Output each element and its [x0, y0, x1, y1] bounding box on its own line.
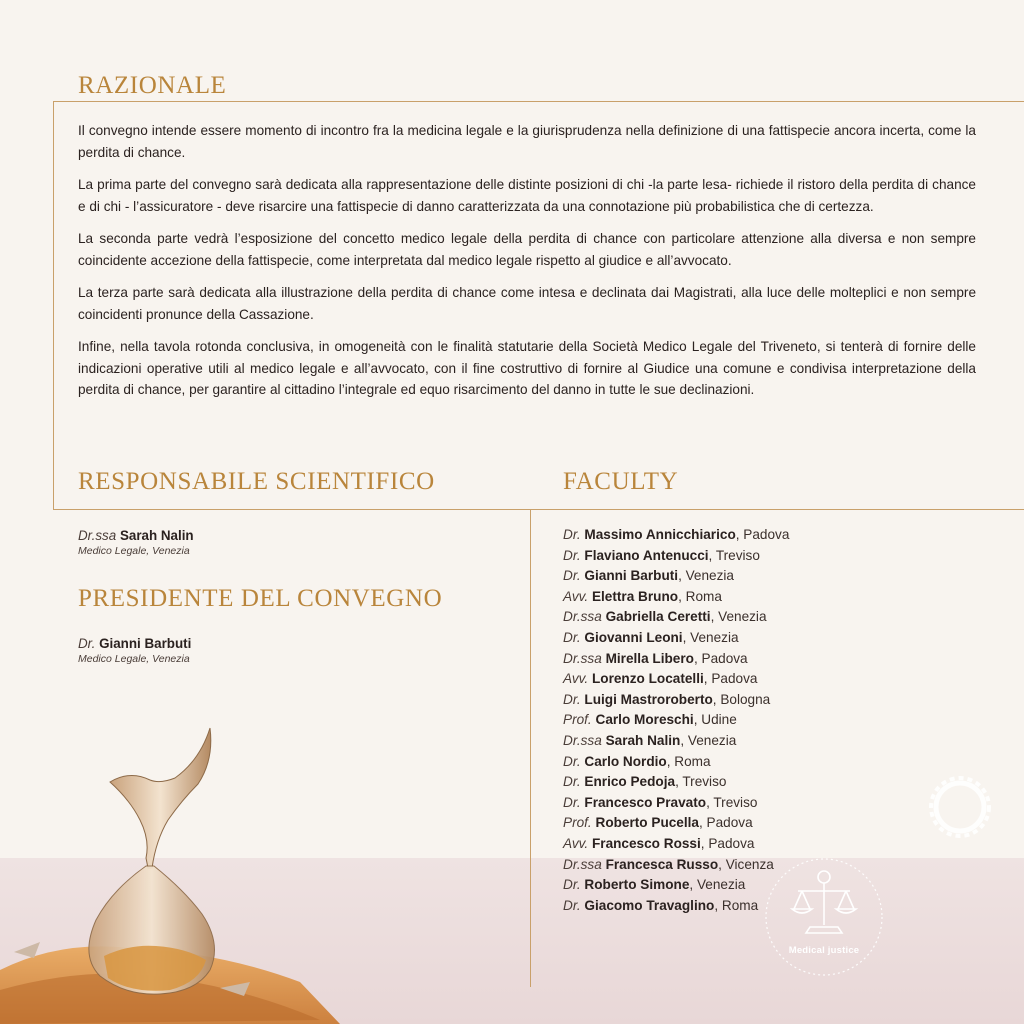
presidente-heading: PRESIDENTE DEL CONVEGNO: [78, 585, 443, 612]
member-name: Elettra Bruno: [591, 588, 679, 604]
member-title: Dr.: [563, 629, 581, 645]
member-title: Dr.ssa: [563, 856, 602, 872]
member-name: Francesco Pravato: [584, 794, 707, 810]
member-name: Giovanni Leoni: [584, 629, 683, 645]
member-city: , Roma: [714, 897, 759, 913]
member-city: , Padova: [693, 650, 748, 666]
member-name: Giacomo Travaglino: [584, 897, 715, 913]
faculty-member: [563, 875, 789, 896]
faculty-member: [563, 607, 789, 628]
member-name: Gabriella Ceretti: [605, 609, 711, 625]
member-city: , Padova: [699, 815, 753, 831]
member-name: Carlo Moreschi: [595, 712, 694, 728]
razionale-paragraph: Infine, nella tavola rotonda conclusiva, in omogeneità con le finalità statutarie della Società Medico Legale del Triveneto, si tenterà di fornire delle indicazioni operative utili al medico legale e all’avvocato, con il fine costruttivo di fornire al Giudice una comune e condivisa interpretazione della perdita di chance, per garantire al cittadino l’integrale ed equo risarcimento del danno in tutte le sue declinazioni.: [78, 339, 976, 397]
razionale-paragraph: La seconda parte vedrà l’esposizione del concetto medico legale della perdita di chance con particolare attenzione alla diversa e non sempre coincidente accezione della fattispecie, come interpretata dal medico legale rispetto al giudice e all’avvocato.: [78, 231, 976, 268]
member-name: Mirella Libero: [605, 650, 694, 666]
faculty-member: [563, 690, 789, 711]
member-city: , Bologna: [712, 691, 771, 707]
member-title: Dr.ssa: [563, 609, 602, 625]
responsabile-heading: RESPONSABILE SCIENTIFICO: [78, 468, 435, 495]
person-title: Dr.ssa: [78, 528, 117, 543]
member-name: Enrico Pedoja: [584, 774, 676, 790]
member-name: Francesco Rossi: [591, 835, 701, 851]
member-title: Prof.: [563, 815, 592, 831]
responsabile-rule: [53, 509, 1024, 510]
person-role: Medico Legale, Venezia: [78, 545, 190, 557]
medical-justice-logo: [762, 855, 886, 979]
member-title: Dr.: [563, 774, 581, 790]
person-title: Dr.: [78, 636, 96, 651]
faculty-member: [563, 896, 789, 917]
member-city: , Venezia: [710, 609, 767, 625]
faculty-member: [563, 710, 789, 731]
hourglass-illustration: [0, 720, 340, 1024]
member-name: Flaviano Antenucci: [584, 547, 709, 563]
faculty-member: [563, 731, 789, 752]
razionale-body: [78, 120, 976, 412]
member-city: , Venezia: [678, 568, 734, 584]
member-title: Dr.: [563, 547, 581, 563]
person-name: Gianni Barbuti: [99, 636, 192, 651]
person-name: Sarah Nalin: [119, 528, 194, 543]
member-name: Sarah Nalin: [605, 732, 681, 748]
member-city: , Padova: [700, 835, 755, 851]
member-name: Gianni Barbuti: [584, 568, 679, 584]
person-role: Medico Legale, Venezia: [78, 653, 190, 665]
faculty-list: [563, 525, 789, 916]
faculty-member: [563, 649, 789, 670]
member-name: Roberto Simone: [584, 877, 690, 893]
member-city: , Udine: [693, 712, 737, 728]
member-name: Francesca Russo: [605, 856, 719, 872]
member-title: Avv.: [563, 671, 589, 687]
member-city: , Roma: [666, 753, 711, 769]
member-name: Massimo Annicchiarico: [584, 527, 736, 542]
member-city: , Padova: [735, 527, 790, 542]
presidente-entry: [78, 635, 191, 666]
member-title: Avv.: [563, 835, 589, 851]
faculty-member: [563, 587, 789, 608]
faculty-member: [563, 628, 789, 649]
member-city: , Venezia: [682, 629, 739, 645]
scales-of-justice-icon: [792, 871, 856, 933]
member-city: , Treviso: [675, 774, 727, 790]
responsabile-entry: [78, 527, 194, 558]
member-name: Lorenzo Locatelli: [591, 671, 704, 687]
member-name: Roberto Pucella: [595, 815, 699, 831]
gear-icon: [925, 772, 995, 842]
razionale-heading: RAZIONALE: [78, 72, 227, 99]
logo-label: Medical justice: [788, 945, 860, 956]
member-city: , Roma: [678, 588, 722, 604]
faculty-member: [563, 566, 789, 587]
razionale-top-rule: [53, 101, 1024, 102]
razionale-paragraph: La terza parte sarà dedicata alla illustrazione della perdita di chance come intesa e declinata dai Magistrati, alla luce delle molteplici e non sempre coincidenti pronunce della Cassazione.: [78, 285, 976, 322]
member-name: Luigi Mastroroberto: [584, 691, 713, 707]
member-title: Dr.ssa: [563, 650, 602, 666]
member-title: Dr.: [563, 753, 581, 769]
member-title: Dr.: [563, 897, 581, 913]
faculty-heading: FACULTY: [563, 468, 679, 495]
faculty-member: [563, 546, 789, 567]
faculty-member: [563, 669, 789, 690]
member-name: Carlo Nordio: [584, 753, 667, 769]
member-title: Dr.: [563, 877, 581, 893]
member-title: Dr.ssa: [563, 732, 602, 748]
member-city: , Treviso: [708, 547, 760, 563]
member-city: , Venezia: [680, 732, 737, 748]
razionale-paragraph: La prima parte del convegno sarà dedicata alla rappresentazione delle distinte posizioni di chi -la parte lesa- richiede il ristoro della perdita di chance e di chi - l’assicuratore - deve risarcire una fattispecie di danno caratterizzata da una connotazione più probabilistica che di certezza.: [78, 177, 976, 214]
member-title: Avv.: [563, 588, 589, 604]
member-city: , Vicenza: [718, 856, 774, 872]
faculty-member: [563, 772, 789, 793]
member-city: , Padova: [703, 671, 758, 687]
faculty-member: [563, 752, 789, 773]
faculty-member: [563, 525, 789, 546]
faculty-member: [563, 834, 789, 855]
member-title: Dr.: [563, 568, 581, 584]
razionale-paragraph: Il convegno intende essere momento di incontro fra la medicina legale e la giurisprudenza nella definizione di una fattispecie ancora incerta, come la perdita di chance.: [78, 123, 976, 160]
column-divider: [530, 509, 531, 987]
member-title: Dr.: [563, 794, 581, 810]
member-title: Dr.: [563, 527, 581, 542]
member-city: , Venezia: [689, 877, 746, 893]
faculty-member: [563, 813, 789, 834]
member-city: , Treviso: [706, 794, 758, 810]
member-title: Prof.: [563, 712, 592, 728]
member-title: Dr.: [563, 691, 581, 707]
faculty-member: [563, 793, 789, 814]
faculty-member: [563, 855, 789, 876]
razionale-left-rule: [53, 101, 54, 509]
